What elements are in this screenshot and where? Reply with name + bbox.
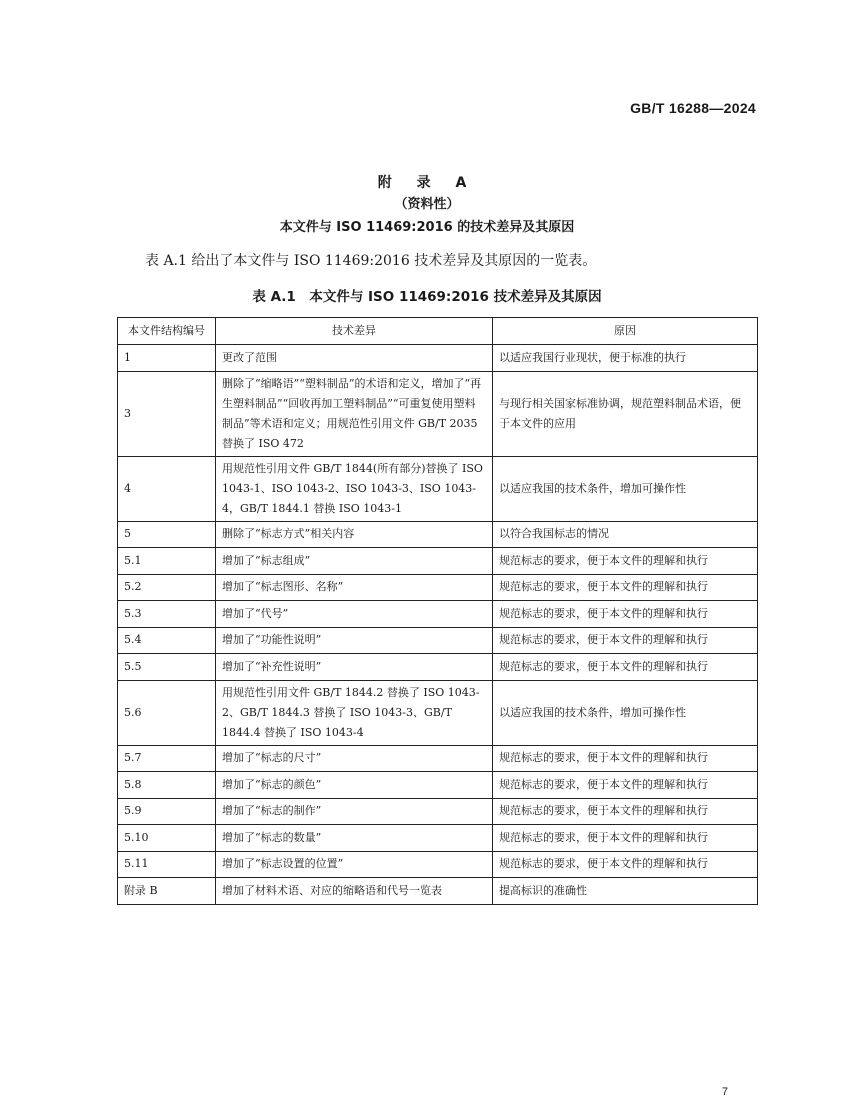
header-structure-number: 本文件结构编号 — [118, 318, 216, 345]
cell-reason: 以符合我国标志的情况 — [493, 521, 758, 548]
cell-reason: 以适应我国的技术条件，增加可操作性 — [493, 456, 758, 521]
table-row — [118, 627, 758, 654]
intro-paragraph: 表 A.1 给出了本文件与 ISO 11469:2016 技术差异及其原因的一览表。 — [145, 253, 597, 269]
cell-id: 5.7 — [118, 745, 216, 772]
table-row — [118, 680, 758, 745]
cell-id: 1 — [118, 345, 216, 372]
cell-id: 5.1 — [118, 548, 216, 575]
cell-id: 5.11 — [118, 851, 216, 878]
table-row — [118, 654, 758, 681]
cell-reason: 规范标志的要求，便于本文件的理解和执行 — [493, 574, 758, 601]
cell-id: 5.2 — [118, 574, 216, 601]
cell-difference: 删除了“标志方式”相关内容 — [216, 521, 493, 548]
cell-reason: 以适应我国行业现状，便于标准的执行 — [493, 345, 758, 372]
cell-id: 5.10 — [118, 825, 216, 852]
cell-id: 5.6 — [118, 680, 216, 745]
annex-subtitle: （资料性） — [394, 197, 460, 212]
table-row — [118, 772, 758, 799]
cell-difference: 增加了“标志图形、名称” — [216, 574, 493, 601]
annex-title: 附 录 A — [377, 175, 477, 191]
cell-id: 5.8 — [118, 772, 216, 799]
cell-difference: 增加了“标志的颜色” — [216, 772, 493, 799]
cell-id: 5 — [118, 521, 216, 548]
cell-difference: 增加了“标志的制作” — [216, 798, 493, 825]
cell-reason: 与现行相关国家标准协调，规范塑料制品术语，便于本文件的应用 — [493, 371, 758, 456]
table-row — [118, 798, 758, 825]
cell-id: 5.3 — [118, 601, 216, 628]
cell-reason: 规范标志的要求，便于本文件的理解和执行 — [493, 601, 758, 628]
standard-code: GB/T 16288—2024 — [630, 100, 756, 116]
differences-table — [117, 317, 758, 905]
table-row — [118, 345, 758, 372]
cell-difference: 增加了“标志的数量” — [216, 825, 493, 852]
cell-reason: 提高标识的准确性 — [493, 878, 758, 905]
cell-difference: 用规范性引用文件 GB/T 1844.2 替换了 ISO 1043-2、GB/T 1844.3 替换了 ISO 1043-3、GB/T 1844.4 替换了 ISO 1043-4 — [216, 680, 493, 745]
table-row — [118, 371, 758, 456]
cell-reason: 规范标志的要求，便于本文件的理解和执行 — [493, 654, 758, 681]
table-row — [118, 878, 758, 905]
cell-id: 4 — [118, 456, 216, 521]
cell-id: 5.5 — [118, 654, 216, 681]
table-row — [118, 851, 758, 878]
cell-reason: 规范标志的要求，便于本文件的理解和执行 — [493, 772, 758, 799]
table-caption: 表 A.1 本文件与 ISO 11469:2016 技术差异及其原因 — [252, 289, 602, 305]
cell-reason: 规范标志的要求，便于本文件的理解和执行 — [493, 745, 758, 772]
cell-reason: 规范标志的要求，便于本文件的理解和执行 — [493, 627, 758, 654]
cell-difference: 增加了“代号” — [216, 601, 493, 628]
table-header-row — [118, 318, 758, 345]
table-row — [118, 548, 758, 575]
cell-difference: 更改了范围 — [216, 345, 493, 372]
cell-reason: 规范标志的要求，便于本文件的理解和执行 — [493, 851, 758, 878]
cell-id: 附录 B — [118, 878, 216, 905]
cell-reason: 规范标志的要求，便于本文件的理解和执行 — [493, 825, 758, 852]
cell-difference: 增加了“标志组成” — [216, 548, 493, 575]
cell-reason: 规范标志的要求，便于本文件的理解和执行 — [493, 548, 758, 575]
page-number: 7 — [721, 1086, 728, 1098]
cell-reason: 规范标志的要求，便于本文件的理解和执行 — [493, 798, 758, 825]
annex-heading: 本文件与 ISO 11469:2016 的技术差异及其原因 — [279, 220, 575, 235]
table-row — [118, 601, 758, 628]
header-reason: 原因 — [493, 318, 758, 345]
table-row — [118, 521, 758, 548]
cell-difference: 增加了材料术语、对应的缩略语和代号一览表 — [216, 878, 493, 905]
table-row — [118, 745, 758, 772]
cell-difference: 删除了“缩略语”“塑料制品”的术语和定义，增加了“再生塑料制品”“回收再加工塑料制品”“可重复使用塑料制品”等术语和定义；用规范性引用文件 GB/T 2035 替换了 ISO 472 — [216, 371, 493, 456]
cell-difference: 增加了“补充性说明” — [216, 654, 493, 681]
cell-reason: 以适应我国的技术条件，增加可操作性 — [493, 680, 758, 745]
cell-id: 5.4 — [118, 627, 216, 654]
header-technical-difference: 技术差异 — [216, 318, 493, 345]
cell-difference: 增加了“标志设置的位置” — [216, 851, 493, 878]
table-row — [118, 574, 758, 601]
cell-difference: 增加了“功能性说明” — [216, 627, 493, 654]
cell-difference: 用规范性引用文件 GB/T 1844(所有部分)替换了 ISO 1043-1、ISO 1043-2、ISO 1043-3、ISO 1043-4，GB/T 1844.1 替换 ISO 1043-1 — [216, 456, 493, 521]
cell-id: 5.9 — [118, 798, 216, 825]
table-row — [118, 456, 758, 521]
cell-id: 3 — [118, 371, 216, 456]
table-row — [118, 825, 758, 852]
cell-difference: 增加了“标志的尺寸” — [216, 745, 493, 772]
